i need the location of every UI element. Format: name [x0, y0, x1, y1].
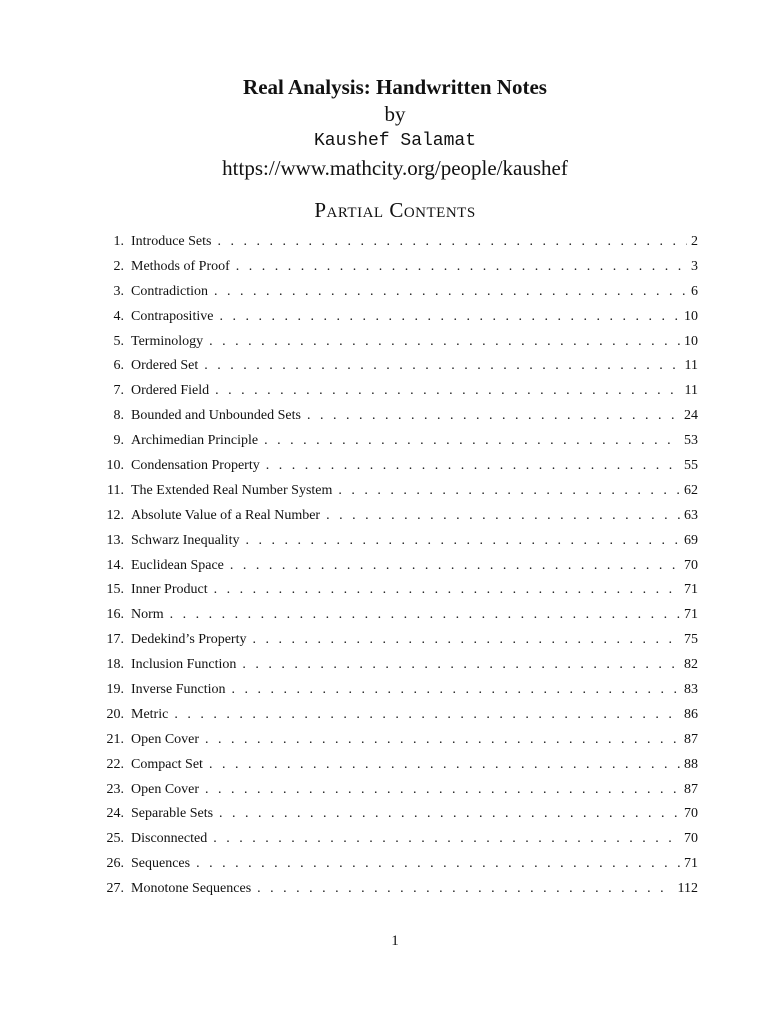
toc-entry[interactable] [96, 558, 698, 583]
document-title: Real Analysis: Handwritten Notes [243, 75, 547, 99]
toc-entry[interactable] [96, 682, 698, 707]
toc-entry-number: 1. [113, 234, 124, 249]
toc-entry-number: 5. [113, 333, 124, 349]
toc-entry[interactable] [96, 806, 698, 831]
toc-entry-number: 24. [106, 806, 124, 822]
toc-entry-page: 2 [691, 234, 698, 249]
toc-leader-dots [219, 806, 680, 822]
toc-leader-dots [215, 383, 680, 399]
toc-leader-dots [231, 682, 680, 698]
toc-leader-dots [242, 657, 680, 673]
toc-entry-number: 13. [106, 532, 124, 548]
toc-entry-number: 25. [106, 831, 124, 847]
toc-entry-number: 7. [113, 383, 124, 399]
toc-entry-number: 14. [106, 557, 124, 573]
toc-entry-title: Bounded and Unbounded Sets [131, 408, 301, 424]
toc-entry-title: Inclusion Function [131, 657, 237, 673]
toc-entry-page: 112 [677, 881, 698, 897]
toc-entry-page: 75 [684, 632, 698, 648]
toc-leader-dots [252, 632, 680, 648]
toc-entry-page: 3 [691, 258, 698, 274]
toc-entry-number: 19. [106, 682, 124, 698]
toc-entry-title: Euclidean Space [131, 557, 224, 573]
toc-entry-number: 23. [106, 781, 124, 797]
toc-entry-title: Open Cover [131, 781, 200, 797]
toc-entry[interactable] [96, 782, 698, 807]
toc-entry-page: 88 [684, 756, 698, 772]
toc-entry-page: 82 [684, 657, 698, 673]
toc-entry-title: Disconnected [131, 831, 208, 847]
toc-entry-title: The Extended Real Number System [131, 482, 333, 498]
toc-entry-page: 10 [684, 333, 698, 349]
toc-entry-title: Introduce Sets [131, 234, 212, 249]
page-number: 1 [391, 933, 399, 949]
toc-entry[interactable] [96, 707, 698, 732]
toc-entry-title: Monotone Sequences [131, 881, 252, 897]
toc-entry[interactable] [96, 309, 698, 334]
toc-leader-dots [205, 732, 680, 748]
toc-entry-title: Separable Sets [131, 806, 214, 822]
toc-entry[interactable] [96, 657, 698, 682]
toc-entry-page: 6 [691, 283, 698, 299]
toc-entry-page: 70 [684, 557, 698, 573]
author-url[interactable]: https://www.mathcity.org/people/kaushef [222, 156, 568, 180]
toc-entry-title: Metric [131, 706, 169, 722]
toc-leader-dots [214, 284, 687, 300]
toc-leader-dots [174, 707, 680, 723]
toc-entry-page: 70 [684, 806, 698, 822]
toc-entry-page: 55 [684, 458, 698, 474]
toc-entry[interactable] [96, 483, 698, 508]
toc-entry-page: 83 [684, 682, 698, 698]
toc-entry[interactable] [96, 433, 698, 458]
toc-leader-dots [204, 358, 680, 374]
toc-entry-title: Open Cover [131, 731, 200, 747]
author-name: Kaushef Salamat [313, 131, 477, 151]
toc-entry[interactable] [96, 757, 698, 782]
toc-entry-title: Ordered Field [131, 383, 210, 399]
toc-entry-number: 10. [106, 458, 124, 474]
toc-leader-dots [245, 533, 680, 549]
toc-entry[interactable] [96, 383, 698, 408]
toc-entry-number: 11. [107, 482, 124, 498]
toc-entry-title: Compact Set [131, 756, 203, 772]
toc-entry-title: Inverse Function [131, 682, 226, 698]
toc-entry-page: 71 [684, 582, 698, 598]
toc-entry-title: Sequences [131, 856, 191, 872]
toc-entry-title: Contradiction [131, 283, 208, 299]
toc-entry-page: 24 [684, 408, 698, 424]
toc-entry-number: 27. [106, 881, 124, 897]
toc-entry-number: 6. [113, 358, 124, 374]
toc-leader-dots [196, 856, 680, 872]
toc-entry-number: 16. [106, 607, 124, 623]
toc-entry[interactable] [96, 582, 698, 607]
toc-entry-page: 87 [684, 731, 698, 747]
toc-entry-number: 22. [106, 756, 124, 772]
toc-entry-number: 12. [106, 507, 124, 523]
toc-leader-dots [170, 607, 680, 623]
toc-entry[interactable] [96, 533, 698, 558]
toc-leader-dots [264, 433, 680, 449]
toc-leader-dots [217, 234, 687, 250]
toc-entry-number: 21. [106, 731, 124, 747]
toc-entry[interactable] [96, 458, 698, 483]
toc-entry-page: 53 [684, 433, 698, 449]
toc-entry[interactable] [96, 881, 698, 906]
toc-entry[interactable] [96, 408, 698, 433]
toc-leader-dots [326, 508, 680, 524]
toc-entry-page: 11 [684, 358, 698, 374]
toc-entry[interactable] [96, 284, 698, 309]
toc-entry-title: Ordered Set [131, 358, 199, 374]
toc-entry-number: 18. [106, 657, 124, 673]
toc-leader-dots [209, 757, 680, 773]
toc-entry-title: Schwarz Inequality [131, 532, 240, 548]
toc-entry-page: 71 [684, 607, 698, 623]
toc-entry-page: 11 [684, 383, 698, 399]
toc-entry-number: 17. [106, 632, 124, 648]
toc-entry[interactable] [96, 334, 698, 359]
toc-leader-dots [219, 309, 680, 325]
toc-entry-number: 8. [113, 408, 124, 424]
byline-by: by [384, 102, 406, 126]
toc-leader-dots [230, 558, 680, 574]
toc-leader-dots [257, 881, 673, 897]
toc-entry[interactable] [96, 358, 698, 383]
toc-leader-dots [236, 259, 687, 275]
toc-leader-dots [213, 831, 680, 847]
toc-entry[interactable] [96, 607, 698, 632]
toc-entry-number: 3. [113, 283, 124, 299]
toc-entry-number: 15. [106, 582, 124, 598]
toc-leader-dots [307, 408, 680, 424]
toc-entry-page: 87 [684, 781, 698, 797]
toc-leader-dots [214, 582, 680, 598]
toc-entry-page: 86 [684, 706, 698, 722]
toc-entry-title: Terminology [131, 333, 204, 349]
toc-entry[interactable] [96, 632, 698, 657]
toc-entry[interactable] [96, 508, 698, 533]
toc-entry[interactable] [96, 259, 698, 284]
toc-entry-title: Dedekind’s Property [131, 632, 247, 648]
toc-entry-title: Methods of Proof [131, 258, 230, 274]
toc-entry-title: Norm [131, 607, 164, 623]
toc-entry-page: 69 [684, 532, 698, 548]
toc-entry-title: Absolute Value of a Real Number [131, 507, 321, 523]
toc-leader-dots [266, 458, 680, 474]
toc-entry[interactable] [96, 234, 698, 259]
toc-entry-title: Inner Product [131, 582, 208, 598]
toc-entry[interactable] [96, 732, 698, 757]
toc-leader-dots [338, 483, 680, 499]
toc-entry-page: 63 [684, 507, 698, 523]
toc-entry-title: Archimedian Principle [131, 433, 259, 449]
toc-entry-number: 9. [113, 433, 124, 449]
contents-heading: Partial Contents [314, 198, 476, 222]
toc-leader-dots [209, 334, 680, 350]
toc-entry[interactable] [96, 856, 698, 881]
toc-entry-page: 10 [684, 308, 698, 324]
toc-entry-page: 70 [684, 831, 698, 847]
toc-entry-number: 2. [113, 258, 124, 274]
toc-entry-page: 62 [684, 482, 698, 498]
table-of-contents [96, 234, 698, 906]
document-header [0, 74, 768, 182]
toc-entry-number: 20. [106, 706, 124, 722]
toc-entry-page: 71 [684, 856, 698, 872]
toc-entry[interactable] [96, 831, 698, 856]
toc-leader-dots [205, 782, 680, 798]
toc-entry-number: 4. [113, 308, 124, 324]
toc-entry-title: Condensation Property [131, 458, 260, 474]
toc-entry-title: Contrapositive [131, 308, 214, 324]
toc-entry-number: 26. [106, 856, 124, 872]
